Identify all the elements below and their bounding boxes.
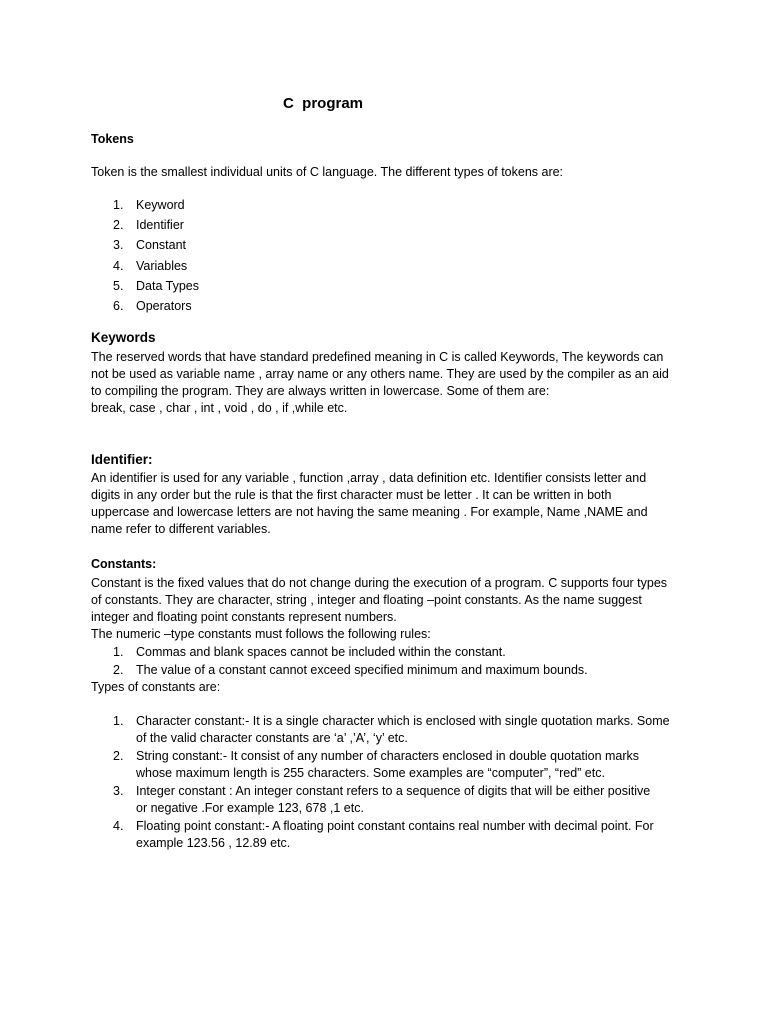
list-item-text: Variables [136,258,188,273]
list-item-line: Floating point constant:- A floating point constant contains real number with decimal point. For [136,819,654,833]
list-item-line: String constant:- It consist of any number of characters enclosed in double quotation marks [136,749,640,763]
list-number: 1. [113,714,124,728]
constants-line: Constant is the fixed values that do not change during the execution of a program. C supports four types [91,576,668,590]
list-number: 3. [113,238,124,253]
keywords-paragraph [91,349,691,417]
list-item [91,235,691,255]
keywords-line: break, case , char , int , void , do , if ,while etc. [91,401,348,415]
list-item [91,713,691,747]
list-number: 1. [113,645,124,659]
list-item [91,661,691,679]
list-item-text: Commas and blank spaces cannot be included within the constant. [136,645,506,659]
list-number: 3. [113,784,124,798]
tokens-heading: Tokens [91,132,134,146]
constants-line: integer and floating point constants represent numbers. [91,610,397,624]
list-number: 4. [113,819,124,833]
list-number: 6. [113,299,124,314]
list-item [91,748,691,782]
list-item [91,783,691,817]
list-number: 1. [113,198,124,212]
identifier-line: An identifier is used for any variable , function ,array , data definition etc. Identifier consists letter and [91,471,647,485]
list-number: 2. [113,663,124,677]
list-number: 2. [113,218,124,233]
keywords-line: to compiling the program. They are always written in lowercase. Some of them are: [91,384,550,398]
constants-heading: Constants: [91,557,157,571]
list-item-line: whose maximum length is 255 characters. Some examples are “computer”, “red” etc. [136,766,605,780]
list-item-text: Operators [136,299,192,314]
keywords-line: not be used as variable name , array name or any others name. They are used by the compiler as an aid [91,367,669,381]
list-item-line: Integer constant : An integer constant refers to a sequence of digits that will be either positive [136,784,651,798]
constants-line: The numeric –type constants must follows the following rules: [91,627,431,641]
constant-types-list [91,713,691,853]
list-item-text: Constant [136,238,187,253]
constants-line: of constants. They are character, string , integer and floating –point constants. As the name suggest [91,593,642,607]
list-item [91,276,691,296]
list-item-text: Data Types [136,278,200,293]
list-item-line: or negative .For example 123, 678 ,1 etc. [136,801,364,815]
list-item-text: Identifier [136,218,184,233]
list-number: 2. [113,749,124,763]
constants-paragraph [91,575,691,643]
identifier-line: digits in any order but the rule is that the first character must be letter . It can be written in both [91,488,612,502]
document-title: C program [283,95,364,112]
list-item [91,296,691,316]
keywords-line: The reserved words that have standard predefined meaning in C is called Keywords, The keywords can [91,350,664,364]
list-item-line: of the valid character constants are ‘a’ ,’A’, ‘y’ etc. [136,731,408,745]
tokens-intro-text: Token is the smallest individual units of C language. The different types of tokens are: [91,165,564,179]
identifier-paragraph [91,470,691,538]
list-item [91,643,691,661]
constant-rules-list [91,643,691,679]
tokens-intro [91,164,691,181]
list-item-line: example 123.56 , 12.89 etc. [136,836,291,850]
list-item-text: The value of a constant cannot exceed specified minimum and maximum bounds. [136,663,588,677]
list-item [91,818,691,852]
list-item [91,195,691,215]
identifier-heading: Identifier: [91,452,153,467]
identifier-line: uppercase and lowercase letters are not having the same meaning . For example, Name ,NAME and [91,505,648,519]
list-item [91,256,691,276]
constant-types-intro [91,679,691,696]
keywords-heading: Keywords [91,330,156,345]
list-item-line: Character constant:- It is a single character which is enclosed with single quotation marks. Some [136,714,670,728]
token-types-list [91,195,691,316]
list-number: 4. [113,258,124,273]
list-item-text: Keyword [136,198,185,212]
constant-types-intro-text: Types of constants are: [91,680,221,694]
list-number: 5. [113,278,124,293]
list-item [91,215,691,235]
identifier-line: name refer to different variables. [91,522,271,536]
